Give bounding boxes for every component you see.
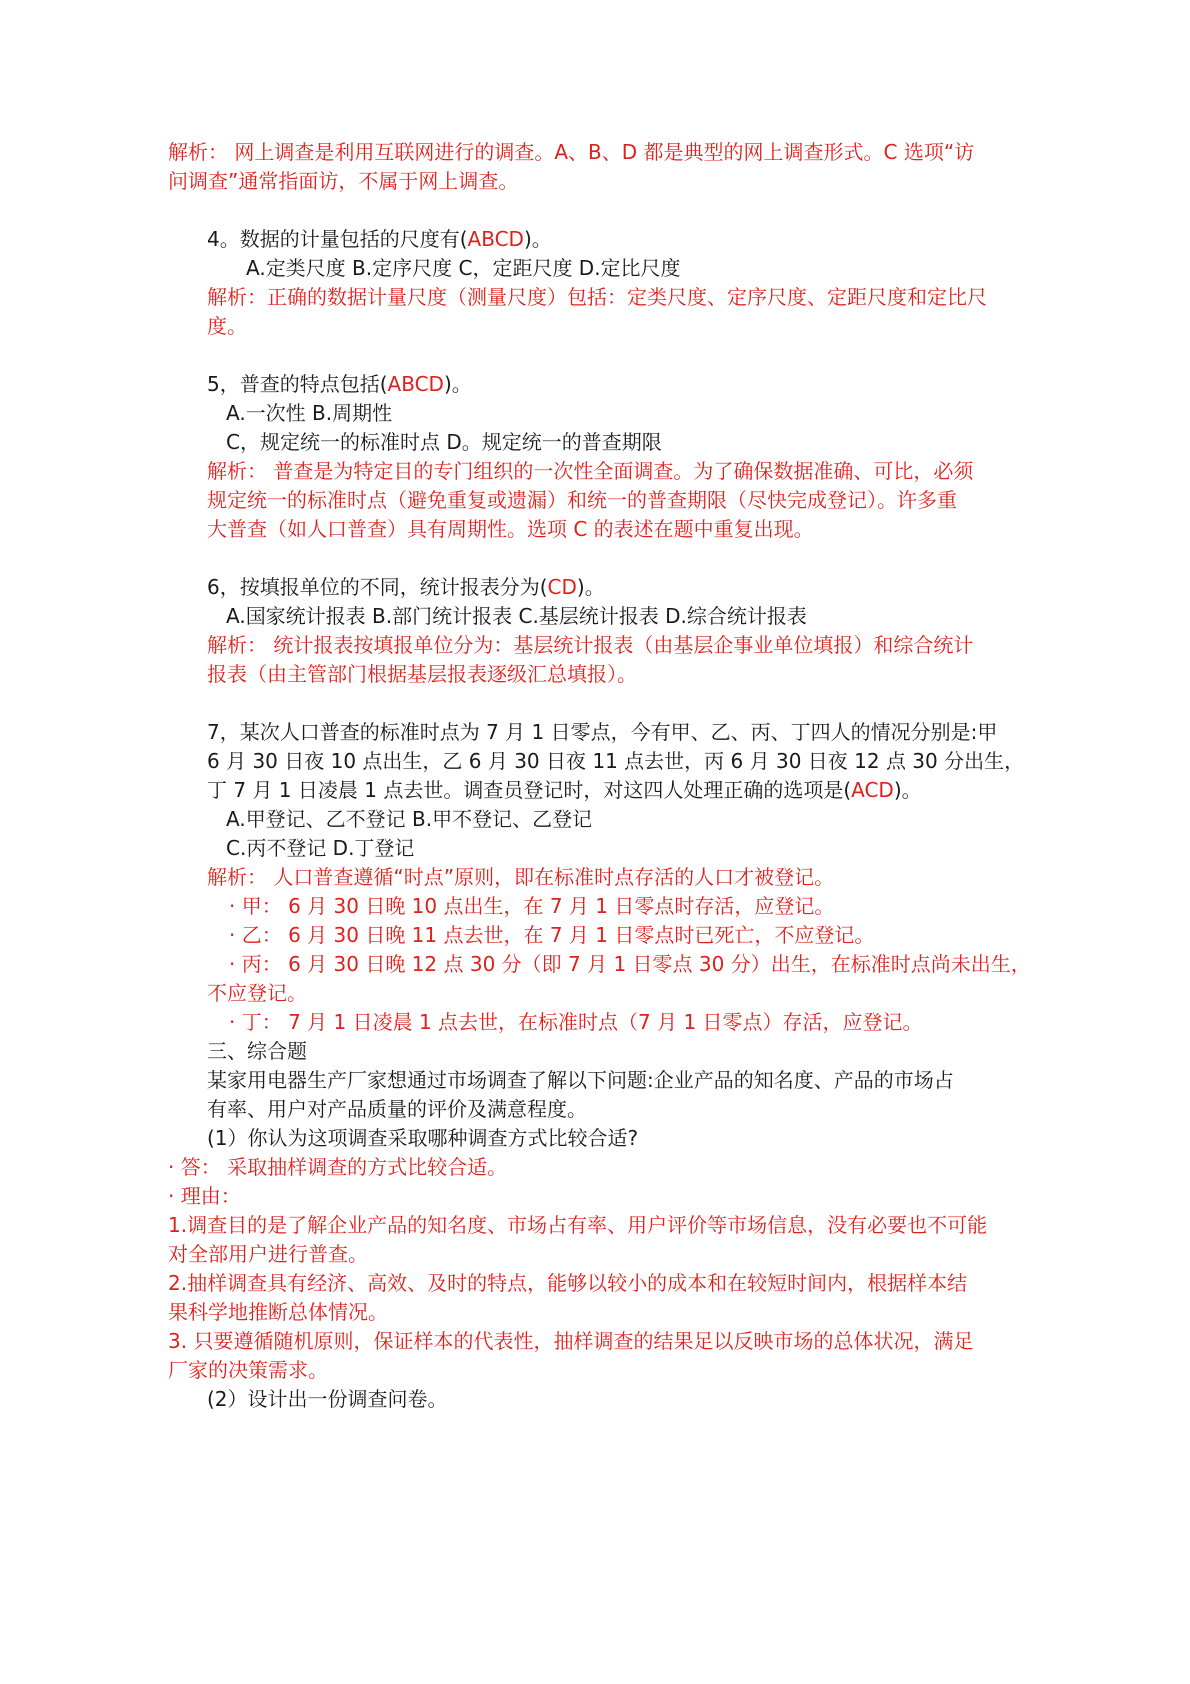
question-5-answer: ABCD (387, 372, 444, 396)
analysis-q5-line-2: 规定统一的标准时点（避免重复或遗漏）和统一的普查期限（尽快完成登记）。许多重 (207, 488, 957, 512)
question-7-stem-line-1: 7，某次人口普查的标准时点为 7 月 1 日零点，今有甲、乙、丙、丁四人的情况分别是:甲 (207, 720, 998, 744)
analysis-q7-bullet-jia: · 甲： 6 月 30 日晚 10 点出生，在 7 月 1 日零点时存活，应登记。 (229, 894, 835, 918)
analysis-q6-line-2: 报表（由主管部门根据基层报表逐级汇总填报）。 (207, 662, 637, 686)
question-6-answer: CD (547, 575, 577, 599)
analysis-q7-bullet-bing-cont: 不应登记。 (207, 981, 307, 1005)
case-reason-1-line-1: 1.调查目的是了解企业产品的知名度、市场占有率、用户评价等市场信息，没有必要也不可能 (168, 1213, 988, 1237)
question-6-text-end: )。 (576, 575, 605, 599)
section-3-heading: 三、综合题 (207, 1039, 307, 1063)
case-answer-1: · 答： 采取抽样调查的方式比较合适。 (168, 1155, 508, 1179)
question-6-stem (207, 572, 605, 602)
case-description-line-2: 有率、用户对产品质量的评价及满意程度。 (207, 1097, 587, 1121)
question-5-options-2: C，规定统一的标准时点 D。规定统一的普查期限 (226, 430, 662, 454)
question-4-stem (207, 224, 552, 254)
analysis-q6-line-1: 解析： 统计报表按填报单位分为：基层统计报表（由基层企事业单位填报）和综合统计 (207, 633, 974, 657)
question-5-options-1: A.一次性 B.周期性 (226, 401, 393, 425)
analysis-q5-line-1: 解析： 普查是为特定目的专门组织的一次性全面调查。为了确保数据准确、可比，必须 (207, 459, 974, 483)
case-description-line-1: 某家用电器生产厂家想通过市场调查了解以下问题:企业产品的知名度、产品的市场占 (207, 1068, 954, 1092)
question-4-text: 4。数据的计量包括的尺度有( (207, 227, 468, 251)
analysis-q7-intro: 解析： 人口普查遵循“时点”原则，即在标准时点存活的人口才被登记。 (207, 865, 835, 889)
question-7-stem-line-2: 6 月 30 日夜 10 点出生，乙 6 月 30 日夜 11 点去世，丙 6 月 30 日夜 12 点 30 分出生， (207, 749, 1025, 773)
case-reason-3-line-1: 3. 只要遵循随机原则，保证样本的代表性，抽样调查的结果足以反映市场的总体状况，满足 (168, 1329, 974, 1353)
question-7-text-end: )。 (893, 778, 922, 802)
question-7-options-2: C.丙不登记 D.丁登记 (226, 836, 415, 860)
analysis-q3-line-1: 解析： 网上调查是利用互联网进行的调查。A、B、D 都是典型的网上调查形式。C 选项“访 (168, 140, 975, 164)
analysis-q7-bullet-yi: · 乙： 6 月 30 日晚 11 点去世，在 7 月 1 日零点时已死亡，不应登记。 (229, 923, 875, 947)
case-question-2: (2）设计出一份调查问卷。 (207, 1387, 448, 1411)
question-5-stem (207, 369, 472, 399)
case-reason-1-line-2: 对全部用户进行普查。 (168, 1242, 368, 1266)
question-7-answer: ACD (851, 778, 894, 802)
question-4-answer: ABCD (467, 227, 524, 251)
question-4-options: A.定类尺度 B.定序尺度 C，定距尺度 D.定比尺度 (246, 256, 681, 280)
question-6-text: 6，按填报单位的不同，统计报表分为( (207, 575, 548, 599)
question-5-text-end: )。 (443, 372, 472, 396)
analysis-q7-bullet-ding: · 丁： 7 月 1 日凌晨 1 点去世，在标准时点（7 月 1 日零点）存活，应登记。 (229, 1010, 923, 1034)
question-7-stem-line-3 (207, 775, 922, 805)
case-reason-3-line-2: 厂家的决策需求。 (168, 1358, 328, 1382)
case-question-1: (1）你认为这项调查采取哪种调查方式比较合适? (207, 1126, 639, 1150)
question-7-text: 丁 7 月 1 日凌晨 1 点去世。调查员登记时，对这四人处理正确的选项是( (207, 778, 852, 802)
case-reason-2-line-1: 2.抽样调查具有经济、高效、及时的特点，能够以较小的成本和在较短时间内，根据样本结 (168, 1271, 968, 1295)
question-7-options-1: A.甲登记、乙不登记 B.甲不登记、乙登记 (226, 807, 593, 831)
case-reason-heading: · 理由： (168, 1184, 241, 1208)
analysis-q3-line-2: 问调查”通常指面访，不属于网上调查。 (168, 169, 519, 193)
question-4-text-end: )。 (523, 227, 552, 251)
analysis-q5-line-3: 大普查（如人口普查）具有周期性。选项 C 的表述在题中重复出现。 (207, 517, 814, 541)
case-reason-2-line-2: 果科学地推断总体情况。 (168, 1300, 388, 1324)
question-6-options: A.国家统计报表 B.部门统计报表 C.基层统计报表 D.综合统计报表 (226, 604, 807, 628)
analysis-q4-line-1: 解析：正确的数据计量尺度（测量尺度）包括：定类尺度、定序尺度、定距尺度和定比尺 (207, 285, 987, 309)
analysis-q4-line-2: 度。 (207, 314, 247, 338)
analysis-q7-bullet-bing: · 丙： 6 月 30 日晚 12 点 30 分（即 7 月 1 日零点 30 分）出生，在标准时点尚未出生， (229, 952, 1031, 976)
question-5-text: 5，普查的特点包括( (207, 372, 388, 396)
